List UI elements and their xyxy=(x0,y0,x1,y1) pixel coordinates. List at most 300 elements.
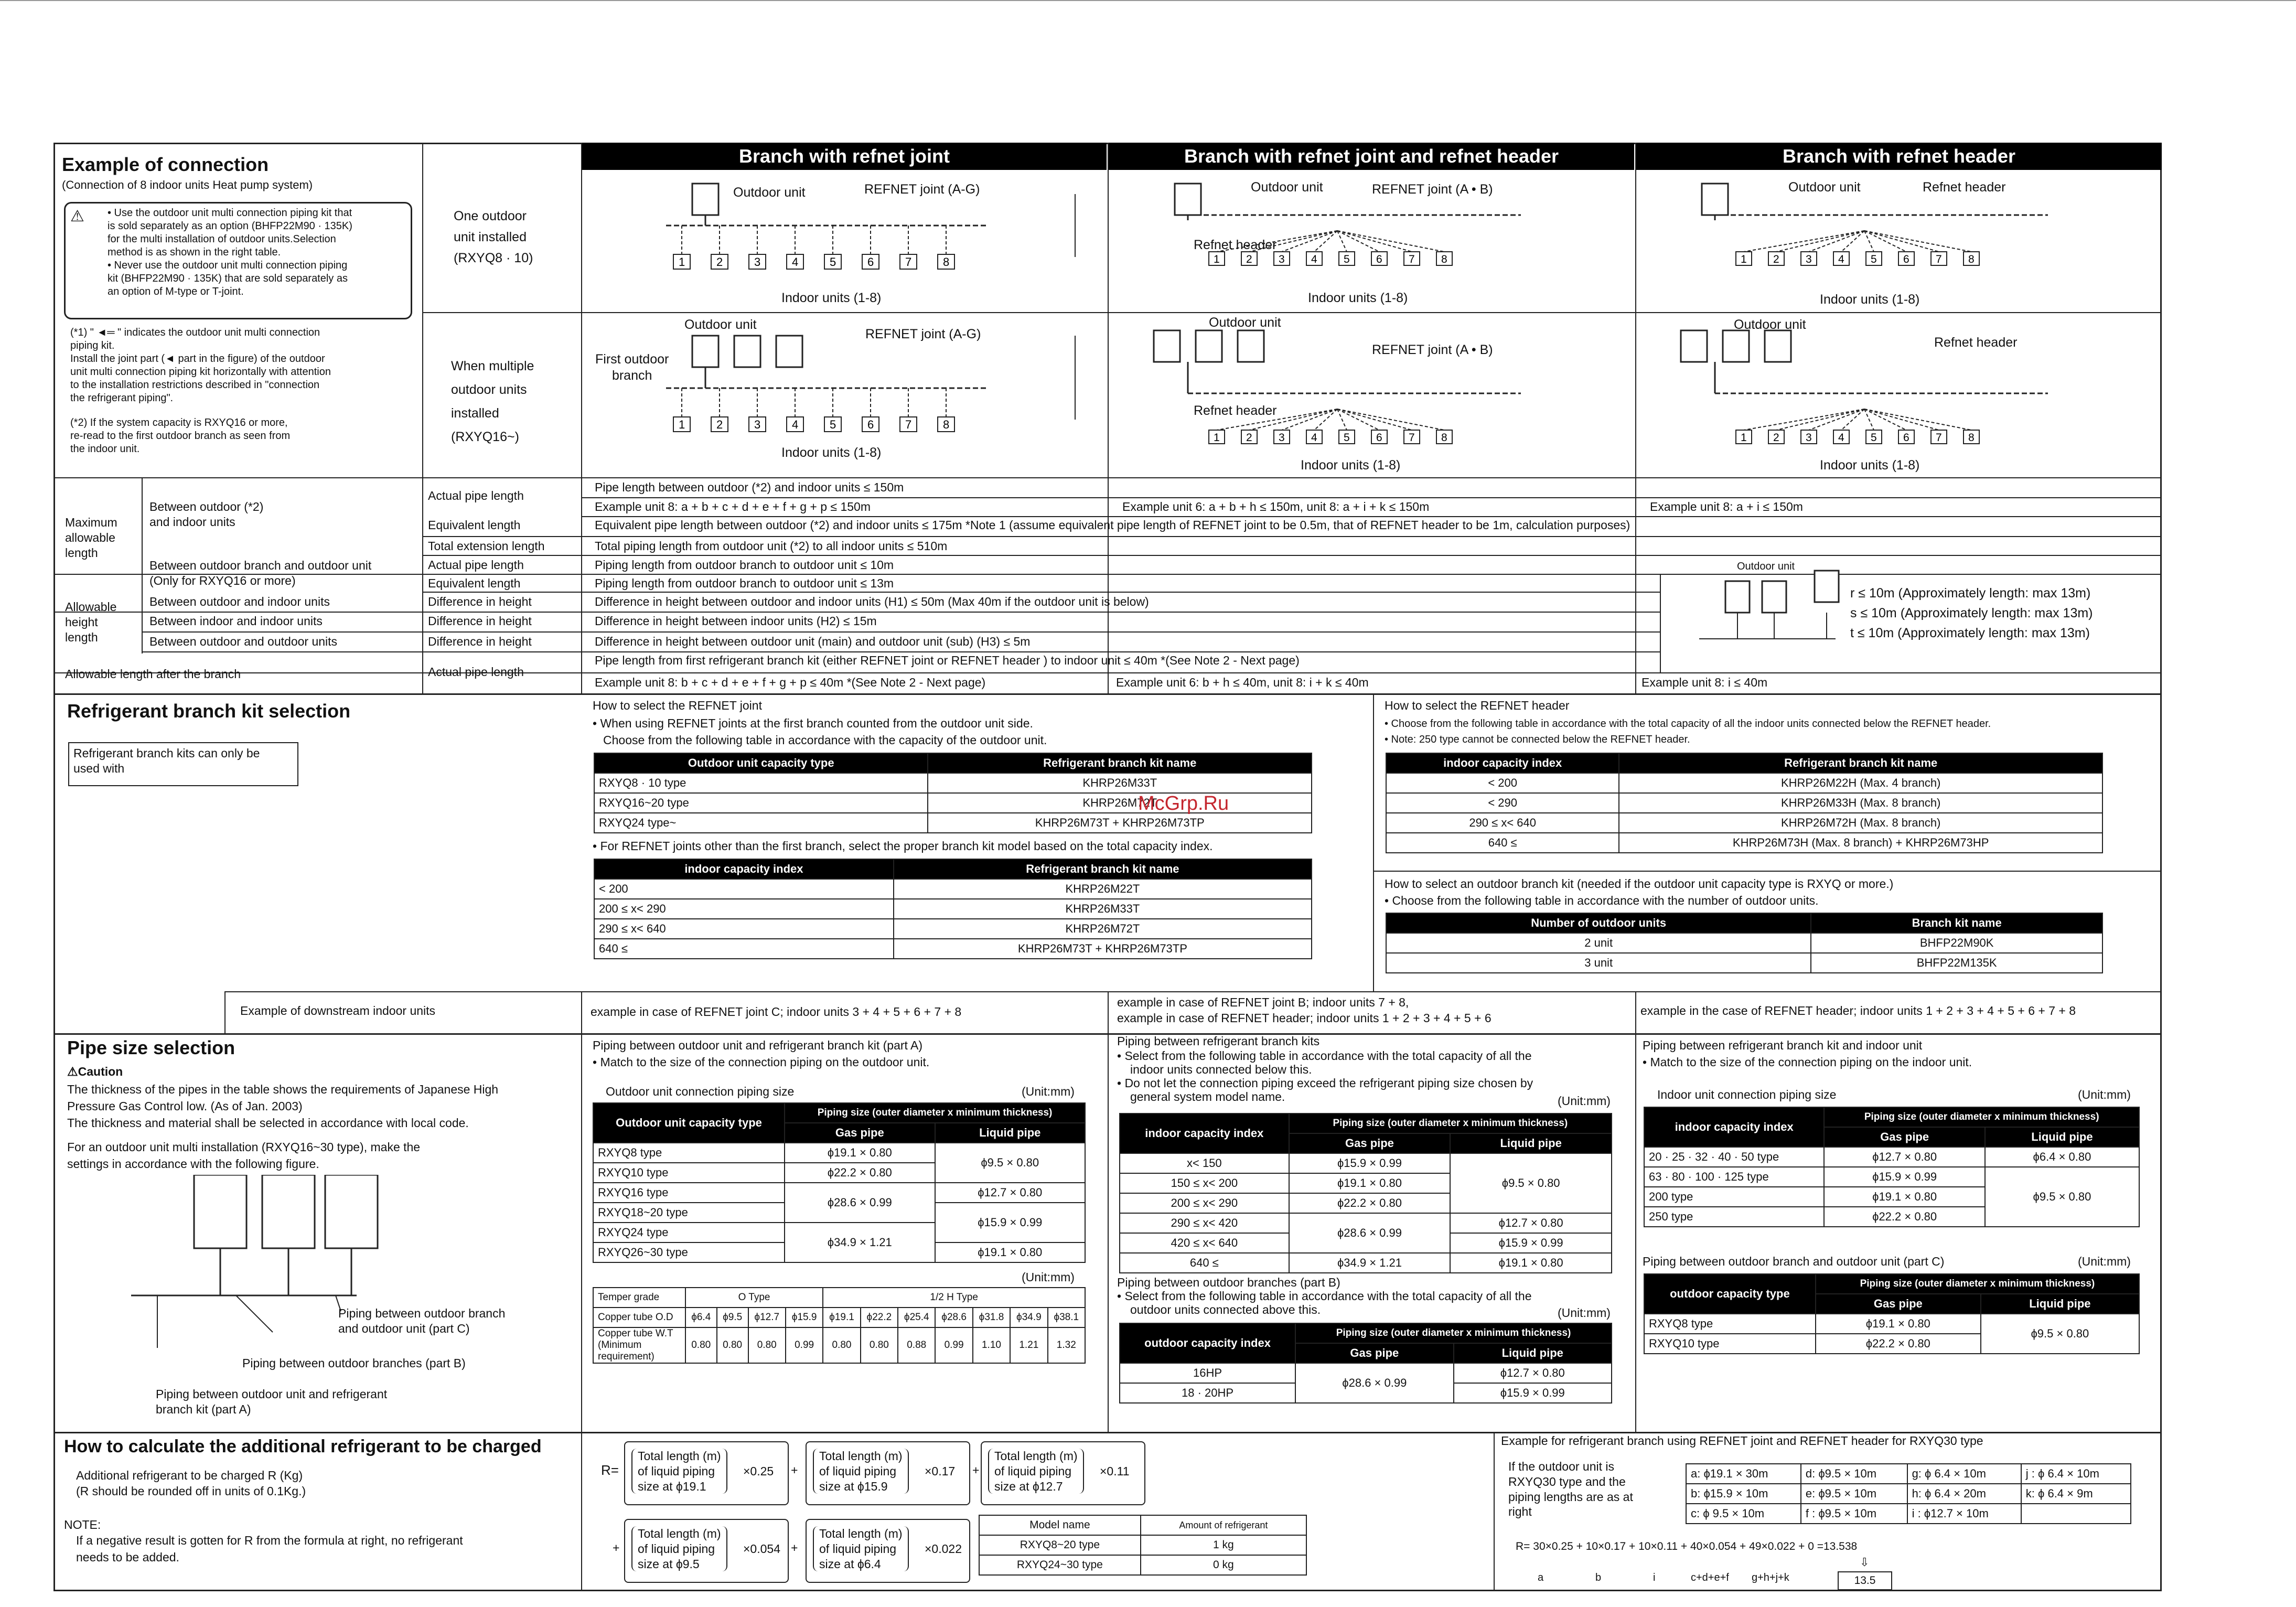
indoor-unit-number: 5 xyxy=(830,255,836,269)
charge-l1: Additional refrigerant to be charged R (Kg) xyxy=(76,1469,303,1482)
indoor-unit-number: 7 xyxy=(1409,253,1415,265)
outdoor-unit-icon xyxy=(776,336,802,367)
divider xyxy=(1494,1432,1495,1591)
text-line: of liquid piping xyxy=(819,1464,897,1478)
branch-kits-l1: • Select from the following table in accordance with the total capacity of all the xyxy=(1117,1049,1532,1063)
outdoor-unit-icon xyxy=(1681,330,1707,362)
part-a-title: Piping between outdoor unit and refrigerant branch kit (part A) xyxy=(593,1038,923,1052)
height-row-1: Difference in height between outdoor and indoor units (H1) ≤ 50m (Max 40m if the outdoor unit is below) xyxy=(595,595,1149,608)
lbl-refnet-joint-ab: REFNET joint (A • B) xyxy=(1372,182,1493,197)
example-title: Example for refrigerant branch using REFNET joint and REFNET header for RXYQ30 type xyxy=(1501,1434,1983,1448)
indoor-unit-number: 1 xyxy=(1214,253,1220,265)
text-line: (RXYQ16~) xyxy=(451,430,519,444)
height-row-3-label: Between outdoor and outdoor units xyxy=(149,635,338,648)
table-cell: 2 unit xyxy=(1386,933,1811,953)
table-cell: 0.99 xyxy=(935,1327,972,1363)
table-header: Number of outdoor units xyxy=(1386,913,1811,933)
rst-t: t ≤ 10m (Approximately length: max 13m) xyxy=(1850,626,2090,640)
text-line: Total length (m) xyxy=(638,1449,721,1463)
part-c-title: Piping between outdoor branch and outdoor unit (part C) xyxy=(1643,1255,1945,1268)
table-cell: 3 unit xyxy=(1386,953,1811,973)
table-row xyxy=(593,1183,1085,1203)
lbl-indoor-units: Indoor units (1-8) xyxy=(1301,458,1401,473)
text-line: allowable xyxy=(65,530,115,544)
text-line: Total length (m) xyxy=(994,1449,1078,1463)
charge-term-label xyxy=(813,1449,909,1494)
pipe xyxy=(1282,231,1337,252)
lbl-indoor-units: Indoor units (1-8) xyxy=(1820,292,1920,307)
indoor-unit-number: 1 xyxy=(1741,432,1747,444)
indoor-unit-number: 8 xyxy=(1968,253,1975,265)
charge-term-label xyxy=(631,1449,727,1494)
text-line: Between outdoor branch and outdoor unit xyxy=(149,559,372,572)
joint-select-title: How to select the REFNET joint xyxy=(593,699,762,712)
table-header: Liquid pipe xyxy=(935,1123,1086,1143)
outdoor-unit-icon xyxy=(194,1175,246,1248)
indoor-unit-number: 3 xyxy=(754,418,761,431)
table-cell: 420 ≤ x< 640 xyxy=(1120,1233,1289,1253)
table-example-lengths xyxy=(1686,1463,2131,1524)
table-row xyxy=(1386,933,2102,953)
table-cell: < 200 xyxy=(1386,773,1619,793)
charge-term-label xyxy=(631,1526,727,1571)
indoor-piping-sub: Indoor unit connection piping size xyxy=(1657,1088,1837,1101)
height-diagram xyxy=(1689,560,1846,655)
indoor-unit-number: 4 xyxy=(1838,253,1844,265)
branchkit-title: Refrigerant branch kit selection xyxy=(67,700,351,722)
table-cell: k: ϕ 6.4 × 9m xyxy=(2021,1484,2131,1504)
table-header: Liquid pipe xyxy=(1981,1294,2139,1314)
table-cell: < 200 xyxy=(594,879,894,899)
table-cell: ϕ15.9 × 0.99 xyxy=(1289,1153,1451,1173)
table-cell: ϕ12.7 × 0.80 xyxy=(1454,1363,1612,1383)
table-header: Liquid pipe xyxy=(1985,1127,2139,1147)
col-header-refnet-joint: Branch with refnet joint xyxy=(582,143,1107,170)
lbl-indoor-units: Indoor units (1-8) xyxy=(781,445,882,460)
header-select-l2: • Note: 250 type cannot be connected below the REFNET header. xyxy=(1385,734,1690,745)
table-cell: BHFP22M90K xyxy=(1811,933,2102,953)
table-cell: Temper grade xyxy=(593,1288,685,1308)
table-row xyxy=(1120,1113,1612,1133)
table-cell: RXYQ8 type xyxy=(1644,1314,1816,1334)
text-line: Total length (m) xyxy=(819,1527,903,1540)
table-cell: KHRP26M22T xyxy=(894,879,1312,899)
table-cell: ϕ15.9 × 0.99 xyxy=(1824,1167,1984,1187)
table-part-c xyxy=(1644,1273,2140,1354)
outdoor-branch-title: How to select an outdoor branch kit (needed if the outdoor unit capacity type is RXYQ or more.) xyxy=(1385,877,1894,891)
table-cell: 0.80 xyxy=(685,1327,717,1363)
len-row-2a: Example unit 8: a + b + c + d + e + f + g + p ≤ 150m xyxy=(595,500,871,513)
outdoor-branch-l1: • Choose from the following table in accordance with the number of outdoor units. xyxy=(1385,894,1819,907)
indoor-unit-number: 7 xyxy=(1409,432,1415,444)
diff-height-2: Difference in height xyxy=(428,614,532,628)
leader-line xyxy=(236,1295,273,1332)
table-cell: ϕ19.1 × 0.80 xyxy=(785,1143,935,1163)
grid-line xyxy=(1108,672,1109,693)
pipesize-title: Pipe size selection xyxy=(67,1037,235,1058)
table-cell: ϕ28.6 × 0.99 xyxy=(1295,1363,1453,1403)
text-line: (*2) If the system capacity is RXYQ16 or more, xyxy=(70,417,288,428)
table-cell: e: ϕ9.5 × 10m xyxy=(1801,1484,1907,1504)
grid-line xyxy=(581,477,582,693)
after-branch-label: Allowable length after the branch xyxy=(65,667,241,681)
indoor-unit-number: 7 xyxy=(1936,253,1942,265)
pipe xyxy=(1864,231,1874,252)
table-row xyxy=(1120,1253,1612,1273)
table-model-amount xyxy=(979,1515,1307,1576)
text-line: • Never use the outdoor unit multi connection piping xyxy=(108,260,348,271)
text-line: size at ϕ6.4 xyxy=(819,1557,881,1571)
len-row-1: Pipe length between outdoor (*2) and indoor units ≤ 150m xyxy=(595,480,904,494)
text-line: size at ϕ12.7 xyxy=(994,1479,1063,1493)
table-cell: ϕ19.1 × 0.80 xyxy=(1289,1173,1451,1193)
table-header: Gas pipe xyxy=(1295,1343,1453,1363)
table-cell: ϕ28.6 × 0.99 xyxy=(785,1183,935,1223)
lbl-first-outdoor-branch xyxy=(595,351,669,384)
lbl-refnet-joint-ag: REFNET joint (A-G) xyxy=(864,182,980,197)
table-cell: ϕ12.7 × 0.80 xyxy=(935,1183,1086,1203)
indoor-unit-number: 7 xyxy=(905,255,912,269)
connection-title: Example of connection xyxy=(62,154,269,175)
text-line: Total length (m) xyxy=(638,1527,721,1540)
table-header: Refrigerant branch kit name xyxy=(894,859,1312,879)
pipe xyxy=(1337,231,1347,252)
height-row-2: Difference in height between indoor units (H2) ≤ 15m xyxy=(595,614,877,628)
table-cell: RXYQ10 type xyxy=(1644,1334,1816,1354)
table-cell: RXYQ24 type xyxy=(593,1223,785,1242)
lbl-refnet-joint-ag: REFNET joint (A-G) xyxy=(865,327,981,341)
text-line: One outdoor xyxy=(454,209,527,223)
downstream-label: Example of downstream indoor units xyxy=(240,1004,436,1017)
text-line: size at ϕ19.1 xyxy=(638,1479,706,1493)
text-line: installed xyxy=(451,406,499,421)
indoor-unit-number: 1 xyxy=(679,255,685,269)
len-row-6: Piping length from outdoor branch to outdoor unit ≤ 13m xyxy=(595,576,894,590)
indoor-unit-number: 7 xyxy=(1936,432,1942,444)
formula-label: a xyxy=(1538,1572,1544,1583)
warning-icon: ⚠ xyxy=(70,208,84,225)
grid-line xyxy=(422,536,2162,537)
len-row-2b: Example unit 6: a + b + h ≤ 150m, unit 8: a + i + k ≤ 150m xyxy=(1122,500,1430,513)
table-cell: ϕ38.1 xyxy=(1048,1308,1085,1327)
allowable-height-label xyxy=(65,599,116,645)
divider xyxy=(422,312,2162,313)
lbl-outdoor-unit: Outdoor unit xyxy=(1209,315,1281,330)
table-cell: j : ϕ 6.4 × 10m xyxy=(2021,1464,2131,1484)
table-cell: 200 ≤ x< 290 xyxy=(594,899,894,919)
table-cell: ϕ34.9 × 1.21 xyxy=(785,1223,935,1262)
table-cell: 0.80 xyxy=(861,1327,898,1363)
table-header: Outdoor unit capacity type xyxy=(593,1103,785,1143)
table-header: outdoor capacity index xyxy=(1120,1323,1295,1363)
table-cell: KHRP26M73T + KHRP26M73TP xyxy=(894,939,1312,959)
indoor-unit-number: 2 xyxy=(1246,253,1252,265)
indoor-unit-number: 5 xyxy=(1871,253,1877,265)
table-cell: 1.32 xyxy=(1048,1327,1085,1363)
divider xyxy=(1373,871,2162,872)
indoor-unit-number: 3 xyxy=(754,255,761,269)
indoor-unit-number: 2 xyxy=(716,255,723,269)
height-row-2-label: Between indoor and indoor units xyxy=(149,614,323,628)
table-cell: ϕ9.5 × 0.80 xyxy=(1450,1153,1612,1213)
table-row xyxy=(1386,753,2102,773)
indoor-unit-number: 6 xyxy=(1903,432,1909,444)
table-cell: BHFP22M135K xyxy=(1811,953,2102,973)
len-row-5: Piping length from outdoor branch to outdoor unit ≤ 10m xyxy=(595,558,894,572)
lbl-outdoor-unit: Outdoor unit xyxy=(1251,180,1323,195)
table-cell: b: ϕ15.9 × 10m xyxy=(1686,1484,1801,1504)
warning-text xyxy=(108,207,406,298)
branch-kits-title: Piping between refrigerant branch kits xyxy=(1117,1034,1320,1048)
lbl-outdoor-unit: Outdoor unit xyxy=(1788,180,1861,195)
table-cell: RXYQ8~20 type xyxy=(979,1535,1141,1555)
indoor-unit-number: 5 xyxy=(830,418,836,431)
table-row xyxy=(1644,1107,2139,1127)
table-cell: 0.80 xyxy=(823,1327,860,1363)
indoor-unit-number: 3 xyxy=(1806,432,1812,444)
text-line: size at ϕ15.9 xyxy=(819,1479,888,1493)
table-cell: h: ϕ 6.4 × 20m xyxy=(1907,1484,2021,1504)
caution-l4: For an outdoor unit multi installation (RXYQ16~30 type), make the xyxy=(67,1140,421,1154)
text-line: Piping between outdoor unit and refrigerant xyxy=(156,1387,388,1401)
indoor-unit-number: 6 xyxy=(1903,253,1909,265)
indoor-unit-number: 1 xyxy=(1214,432,1220,444)
table-cell xyxy=(2021,1504,2131,1524)
text-line: of liquid piping xyxy=(994,1464,1072,1478)
divider xyxy=(1635,991,1636,1033)
pipe xyxy=(1864,409,1874,430)
text-line: (Only for RXYQ16 or more) xyxy=(149,573,296,587)
branch-kits-unit: (Unit:mm) xyxy=(1558,1094,1611,1108)
max-allowable-label xyxy=(65,515,117,560)
table-cell: RXYQ24~30 type xyxy=(979,1555,1141,1575)
table-indoor-capacity-joint xyxy=(594,859,1312,959)
caution-l2: Pressure Gas Control low. (As of Jan. 2003) xyxy=(67,1099,303,1113)
table-cell: ϕ22.2 × 0.80 xyxy=(785,1163,935,1183)
table-outdoor-branch-kit xyxy=(1386,913,2103,973)
temper-unit: (Unit:mm) xyxy=(1022,1270,1075,1284)
example-lead xyxy=(1508,1459,1633,1519)
pipe xyxy=(1337,409,1412,430)
table-cell: ϕ12.7 × 0.80 xyxy=(1824,1147,1984,1167)
pipe xyxy=(1864,409,1939,430)
actual-pipe-length-label: Actual pipe length xyxy=(428,489,524,502)
after-row-2c: Example unit 8: i ≤ 40m xyxy=(1641,676,1768,689)
formula-label: c+d+e+f xyxy=(1691,1572,1729,1583)
table-row xyxy=(979,1555,1306,1575)
table-header: indoor capacity index xyxy=(1644,1107,1824,1147)
table-cell: 1.10 xyxy=(973,1327,1010,1363)
grid-line xyxy=(1635,672,1636,693)
table-row xyxy=(594,813,1312,833)
table-cell: RXYQ16~20 type xyxy=(594,793,928,813)
table-header: outdoor capacity type xyxy=(1644,1274,1816,1314)
table-cell: Copper tube O.D xyxy=(593,1308,685,1327)
branch-outdoor-label xyxy=(149,558,371,588)
height-diagram-outdoor-label: Outdoor unit xyxy=(1737,561,1795,572)
label-part-c xyxy=(338,1306,505,1336)
outdoor-unit-icon xyxy=(692,336,718,367)
grid-line xyxy=(422,477,423,693)
table-cell: 0.88 xyxy=(898,1327,935,1363)
table-header: Refrigerant branch kit name xyxy=(928,753,1312,773)
table-cell: ϕ19.1 × 0.80 xyxy=(1816,1314,1981,1334)
table-cell: ϕ19.1 × 0.80 xyxy=(1450,1253,1612,1273)
connection-subtitle: (Connection of 8 indoor units Heat pump system) xyxy=(62,178,313,191)
table-header: Branch kit name xyxy=(1811,913,2102,933)
charge-term xyxy=(981,1441,1145,1505)
outdoor-unit-icon xyxy=(1815,571,1839,602)
caution-l3: The thickness and material shall be selected in accordance with local code. xyxy=(67,1116,469,1130)
joint-select-l1: • When using REFNET joints at the first branch counted from the outdoor unit side. xyxy=(593,716,1033,730)
lbl-indoor-units: Indoor units (1-8) xyxy=(1820,458,1920,473)
pipe xyxy=(1809,409,1864,430)
text-line: and outdoor unit (part C) xyxy=(338,1321,470,1335)
pipe xyxy=(1864,231,1971,252)
table-header: Liquid pipe xyxy=(1450,1133,1612,1153)
pipe xyxy=(1337,409,1347,430)
text-line: piping kit. xyxy=(70,340,115,351)
table-cell: ϕ34.9 × 1.21 xyxy=(1289,1253,1451,1273)
len-row-2c: Example unit 8: a + i ≤ 150m xyxy=(1650,500,1803,513)
part-a-sub: Outdoor unit connection piping size xyxy=(606,1085,795,1098)
outdoor-unit-icon xyxy=(692,184,718,215)
actual-pipe-length-label: Actual pipe length xyxy=(428,558,524,572)
pipe xyxy=(1744,409,1864,430)
col-header-refnet-header: Branch with refnet header xyxy=(1636,143,2162,170)
text-line: (RXYQ8 · 10) xyxy=(454,251,533,265)
indoor-unit-number: 6 xyxy=(867,255,874,269)
lbl-refnet-header: Refnet header xyxy=(1194,238,1277,252)
outdoor-unit-icon xyxy=(734,336,760,367)
table-row xyxy=(1686,1504,2131,1524)
table-header: Gas pipe xyxy=(1824,1127,1984,1147)
lbl-outdoor-unit: Outdoor unit xyxy=(733,185,806,200)
table-cell xyxy=(593,1327,685,1363)
text-line: the refrigerant piping". xyxy=(70,392,174,404)
grid-line xyxy=(1108,497,1109,516)
table-cell: 0.80 xyxy=(748,1327,786,1363)
divider xyxy=(53,693,2162,695)
indoor-unit-number: 3 xyxy=(1806,253,1812,265)
table-cell: 20 · 25 · 32 · 40 · 50 type xyxy=(1644,1147,1824,1167)
table-cell: ϕ22.2 × 0.80 xyxy=(1816,1334,1981,1354)
caution-label xyxy=(67,1065,123,1079)
charge-l2: (R should be rounded off in units of 0.1Kg.) xyxy=(76,1484,306,1498)
charge-term-factor: ×0.022 xyxy=(925,1542,962,1556)
divider xyxy=(224,991,2162,992)
charge-title: How to calculate the additional refrigerant to be charged xyxy=(64,1437,542,1456)
grid-line xyxy=(142,477,143,653)
table-cell: ϕ19.1 × 0.80 xyxy=(935,1242,1086,1262)
indoor-unit-number: 2 xyxy=(1773,432,1779,444)
table-row xyxy=(593,1143,1085,1163)
divider xyxy=(1373,693,1374,991)
pipe xyxy=(1809,231,1864,252)
rst-s: s ≤ 10m (Approximately length: max 13m) xyxy=(1850,606,2093,620)
table-row xyxy=(593,1308,1085,1327)
indoor-piping-unit: (Unit:mm) xyxy=(2078,1088,2131,1101)
text-line: kit (BHFP22M90 · 135K) that are sold separately as xyxy=(108,273,348,284)
table-cell: ϕ9.5 × 0.80 xyxy=(1985,1167,2139,1227)
table-row xyxy=(1120,1153,1612,1173)
result-arrow: ⇩ xyxy=(1860,1556,1870,1569)
table-cell: ϕ15.9 × 0.99 xyxy=(935,1203,1086,1242)
pipe xyxy=(1864,409,1971,430)
table-row xyxy=(593,1103,1085,1123)
table-header: Gas pipe xyxy=(1289,1133,1451,1153)
text-line: of liquid piping xyxy=(638,1464,715,1478)
joint-select-l2: Choose from the following table in accordance with the capacity of the outdoor unit. xyxy=(603,733,1047,747)
text-line: outdoor units xyxy=(451,382,527,397)
table-row xyxy=(1386,793,2102,813)
after-row-2a: Example unit 8: b + c + d + e + f + g + p ≤ 40m *(See Note 2 - Next page) xyxy=(595,676,986,689)
indoor-unit-number: 2 xyxy=(1246,432,1252,444)
table-cell: ϕ31.8 xyxy=(973,1308,1010,1327)
text-line: (*1) " ◄═ " indicates the outdoor unit multi connection xyxy=(70,327,320,338)
indoor-unit-number: 8 xyxy=(943,418,950,431)
table-cell: 1.21 xyxy=(1010,1327,1047,1363)
table-cell: c: ϕ 9.5 × 10m xyxy=(1686,1504,1801,1524)
rst-r: r ≤ 10m (Approximately length: max 13m) xyxy=(1850,586,2091,601)
table-cell: ϕ28.6 xyxy=(935,1308,972,1327)
table-cell: ϕ6.4 × 0.80 xyxy=(1985,1147,2139,1167)
grid-line xyxy=(142,631,1660,633)
text-line: of liquid piping xyxy=(638,1541,715,1556)
table-row xyxy=(1386,833,2102,853)
text-line: Piping between outdoor branch xyxy=(338,1306,506,1320)
joint-select-l3: • For REFNET joints other than the first branch, select the proper branch kit model based on the total capacity index. xyxy=(593,839,1213,853)
pipe xyxy=(1337,231,1412,252)
height-row-1-label: Between outdoor and indoor units xyxy=(149,595,330,608)
text-line: branch xyxy=(611,368,652,383)
top-rule xyxy=(0,0,2296,1)
pipe xyxy=(1744,231,1864,252)
table-row xyxy=(594,879,1312,899)
formula-label: b xyxy=(1595,1572,1602,1583)
indoor-unit-number: 4 xyxy=(792,255,799,269)
after-row-2b: Example unit 6: b + h ≤ 40m, unit 8: i + k ≤ 40m xyxy=(1116,676,1369,689)
divider xyxy=(1108,991,1109,1033)
lbl-indoor-units: Indoor units (1-8) xyxy=(1308,291,1408,305)
table-cell: 1/2 H Type xyxy=(823,1288,1085,1308)
grid-line xyxy=(142,651,1660,652)
caution-l1: The thickness of the pipes in the table shows the requirements of Japanese High xyxy=(67,1083,499,1096)
table-cell: ϕ19.1 xyxy=(823,1308,860,1327)
text-line: Refrigerant branch kits can only be xyxy=(73,746,260,760)
table-cell: ϕ25.4 xyxy=(898,1308,935,1327)
grid-line xyxy=(422,555,2162,556)
table-row xyxy=(1386,953,2102,973)
table-row xyxy=(1686,1484,2131,1504)
table-cell: 250 type xyxy=(1644,1207,1824,1227)
text-line: height xyxy=(65,615,98,629)
text-line: If the outdoor unit is xyxy=(1508,1460,1615,1473)
equivalent-length-label: Equivalent length xyxy=(428,518,521,532)
text-line: Install the joint part (◄ part in the figure) of the outdoor xyxy=(70,353,325,365)
total-extension-label: Total extension length xyxy=(428,539,545,553)
diff-height-1: Difference in height xyxy=(428,595,532,608)
lbl-refnet-header: Refnet header xyxy=(1923,180,2006,195)
table-cell: RXYQ16 type xyxy=(593,1183,785,1203)
indoor-unit-number: 5 xyxy=(1871,432,1877,444)
table-row xyxy=(594,899,1312,919)
pipe xyxy=(1337,409,1444,430)
indoor-unit-number: 4 xyxy=(792,418,799,431)
table-header: Refrigerant branch kit name xyxy=(1619,753,2102,773)
charge-n1: If a negative result is gotten for R from the formula at right, no refrigerant xyxy=(76,1534,463,1547)
table-cell: KHRP26M22H (Max. 4 branch) xyxy=(1619,773,2102,793)
